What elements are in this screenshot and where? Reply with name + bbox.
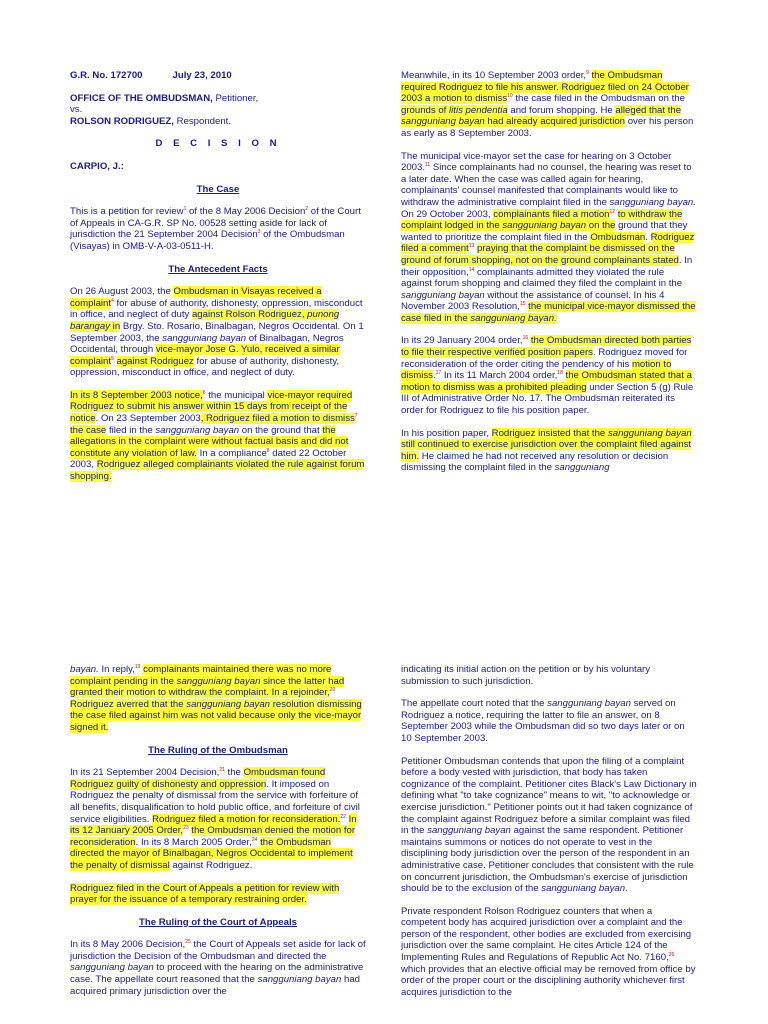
paragraph-ombudsman-order: Meanwhile, in its 10 September 2003 order,$^9$ the Ombudsman required Rodriguez to file his answer. Rodriguez filed on 24 October 2003 a motion to dismiss$^{10}$ the case filed in the Ombudsman on the grounds of litis pendentia and forum shopping. He alleged that the sangguniang bayan had already acquired jurisdiction over his person as early as 8 September 2003. [401,69,694,139]
footnote-link[interactable]: 23 [183,824,189,831]
paragraph-position-papers: In its 29 January 2004 order,$^{16}$ the Ombudsman directed both parties to file their respective verified position papers. Rodriguez moved for reconsideration of the order citing the pendency of his motion to dismiss.$^{17}$ In its 11 March 2004 order,$^{18}$ the Ombudsman stated that a motion to dismiss was a prohibited pleading under Section 5 (g) Rule III of Administrative Order No. 17. The Ombudsman reiterated its order for Rodriguez to file his position paper. [401,335,694,417]
respondent-role: Respondent. [176,115,232,127]
paragraph-appellate-noted: The appellate court noted that the sangguniang bayan served on Rodriguez a notice, requiring the latter to file an answer, on 8 September 2003 while the Ombudsman did so two days later or on 10 September 2003. [401,698,685,744]
footnote-link[interactable]: 25 [185,939,191,946]
footnote-link[interactable]: 6 [202,389,206,396]
decision-title: D E C I S I O N [155,138,281,150]
footnote-link[interactable]: 3 [257,229,261,236]
paragraph-petition: This is a petition for review$^1$ of the 8 May 2006 Decision$^2$ of the Court of Appeals in CA-G.R. SP No. 00528 setting aside for lack of jurisdiction the 21 September 2004 Decision$^3$ of the Ombudsman (Visayas) in OMB-V-A-03-0511-H. [70,205,361,252]
paragraph-petitioner-contends: Petitioner Ombudsman contends that upon the filing of a complaint before a body vested with jurisdiction, that body has taken cognizance of the complaint. Petitioner cites Black's Law Dictionary in defining what "to take cognizance" means to wit, "to acknowledge or exercise jurisdiction." Petitioner points out it had taken cognizance of the complaint against Rodriguez before a similar complaint was filed in the sangguniang bayan against the same respondent. Petitioner maintains summons or notices do not operate to vest in the disciplining body jurisdiction over the person of the respondent in an administrative case. Petitioner concludes that consistent with the rule on concurrent jurisdiction, the Ombudsman's exercise of jurisdiction should be to the exclusion of the sangguniang bayan. [401,755,697,895]
heading-antecedent-facts: The Antecedent Facts [168,263,268,275]
footnote-link[interactable]: 18 [557,370,563,377]
left-column-page-1 [70,70,366,494]
parties [70,93,366,128]
footnote-link[interactable]: 16 [522,335,529,342]
footnote-link[interactable]: 17 [435,370,442,377]
paragraph-vice-mayor-hearing: The municipal vice-mayor set the case for hearing on 3 October 2003.11 Since complainants had no counsel, the hearing was reset to a later date. When the case was called again for hearing, complainants' counsel manifested that complainants would like to withdraw the administrative complaint filed in the sangguniang bayan. On 29 October 2003, complainants filed a motion$^{12}$ to withdraw the complaint lodged in the sangguniang bayan on the ground that they wanted to prioritize the complaint filed in the Ombudsman. Rodriguez filed a comment$^{13}$ praying that the complaint be dismissed on the ground of forum shopping, not on the ground complainants stated. In their opposition,$^{14}$ complainants admitted they violated the rule against forum shopping and claimed they filed the complaint in the sangguniang bayan without the assistance of counsel. In his 4 November 2003 Resolution,$^{15}$ the municipal vice-mayor dismissed the case filed in the sangguniang bayan. [401,150,696,324]
footnote-link[interactable]: 26 [668,951,675,958]
paragraph-ruling-ca: In its 8 May 2006 Decision,$^{25}$ the Court of Appeals set aside for lack of jurisdiction the Decision of the Ombudsman and directed the sangguniang bayan to proceed with the hearing on the administrative case. The appellate court reasoned that the sangguniang bayan had acquired primary jurisdiction over the [70,939,366,997]
footnote-link[interactable]: 12 [609,208,616,215]
footnote-link[interactable]: 11 [425,161,431,168]
ponente: CARPIO, J.: [70,160,124,172]
footnote-link[interactable]: 19 [134,663,141,670]
paragraph-antecedent-1: On 26 August 2003, the Ombudsman in Visayas received a complaint$^4$ for abuse of authority, dishonesty, oppression, misconduct in office, and neglect of duty against Rolson Rodriguez, punong barangay in Brgy. Sto. Rosario, Binalbagan, Negros Occidental. On 1 September 2003, the sangguniang bayan of Binalbagan, Negros Occidental, through vice-mayor Jose G. Yulo, received a similar complaint$^5$ against Rodriguez for abuse of authority, dishonesty, oppression, misconduct in office, and neglect of duty. [70,286,364,379]
petitioner-name: OFFICE OF THE OMBUDSMAN, [70,92,213,104]
page-2 [0,640,768,1024]
left-column-page-2 [70,664,366,1008]
footnote-link[interactable]: 20 [329,687,336,693]
right-column-page-2 [401,664,697,1009]
case-header-line [70,70,366,82]
footnote-link[interactable]: 22 [340,813,346,820]
decision-date: July 23, 2010 [172,70,232,81]
gr-number: G.R. No. 172700 [70,70,143,81]
versus: vs. [70,104,83,116]
respondent-name: ROLSON RODRIGUEZ, [70,115,174,127]
footnote-link[interactable]: 10 [507,93,513,99]
footnote-link[interactable]: 1 [183,205,187,212]
footnote-link[interactable]: 9 [586,69,589,76]
footnote-link[interactable]: 4 [111,297,114,304]
right-column-page-1 [401,70,697,485]
paragraph-initial-action: indicating its initial action on the petition or by his voluntary submission to such jurisdiction. [401,664,651,687]
footnote-link[interactable]: 13 [468,243,475,250]
footnote-link[interactable]: 5 [111,355,114,362]
paragraph-ruling-ombudsman: In its 21 September 2004 Decision,$^{21}$ the Ombudsman found Rodriguez guilty of dishonesty and oppression. It imposed on Rodriguez the penalty of dismissal from the service with forfeiture of all benefits, disqualification to hold public office, and forfeiture of civil service eligibilities. Rodriguez filed a motion for reconsideration.$^{22}$ In its 12 January 2005 Order,$^{23}$ the Ombudsman denied the motion for reconsideration. In its 8 March 2005 Order,$^{24}$ the Ombudsman directed the mayor of Binalbagan, Negros Occidental to implement the penalty of dismissal against Rodriguez. [70,766,360,871]
paragraph-antecedent-2: In its 8 September 2003 notice,$^6$ the municipal vice-mayor required Rodriguez to submit his answer within 15 days from receipt of the notice. On 23 September 2003, Rodriguez filed a motion to dismiss$^7$ the case filed in the sangguniang bayan on the ground that the allegations in the complaint were without factual basis and did not constitute any violation of law. In a compliance$^8$ dated 22 October 2003, Rodriguez alleged complainants violated the rule against forum shopping. [70,389,365,483]
footnote-link[interactable]: 24 [251,836,258,843]
paragraph-respondent-counters: Private respondent Rolson Rodriguez counters that when a competent body has acquired jurisdiction over a complaint and the person of the respondent, other bodies are excluded from exercising jurisdiction over the same complaint. He cites Article 124 of the Implementing Rules and Regulations of Republic Act No. 7160,26 which provides that an elective official may be removed from office by order of the proper court or the disciplining authority whichever first acquires jurisdiction to the [401,905,696,998]
heading-ruling-ombudsman: The Ruling of the Ombudsman [148,744,288,756]
heading-ruling-ca: The Ruling of the Court of Appeals [139,916,297,928]
paragraph-position-paper-rodriguez: In his position paper, Rodriguez insisted that the sangguniang bayan still continued to exercise jurisdiction over the complaint filed against him. He claimed he had not received any resolution or decision dismissing the complaint filed in the sangguniang [401,427,692,474]
footnote-link[interactable]: 15 [519,301,526,308]
footnote-link[interactable]: 8 [266,447,270,454]
footnote-link[interactable]: 7 [354,412,358,419]
heading-the-case: The Case [196,183,240,195]
paragraph-reply: bayan. In reply,$^{19}$ complainants maintained there was no more complaint pending in the sangguniang bayan since the latter had granted their motion to withdraw the complaint. In a rejoinder,$^{20}$ Rodriguez averred that the sangguniang bayan resolution dismissing the case filed against him was not valid because only the vice-mayor signed it. [70,663,362,733]
footnote-link[interactable]: 14 [468,266,475,273]
petitioner-role: Petitioner, [215,92,259,104]
paragraph-ca-petition: Rodriguez filed in the Court of Appeals a petition for review with prayer for the issuance of a temporary restraining order. [70,882,340,906]
footnote-link[interactable]: 21 [219,766,225,773]
footnote-link[interactable]: 2 [305,205,309,212]
